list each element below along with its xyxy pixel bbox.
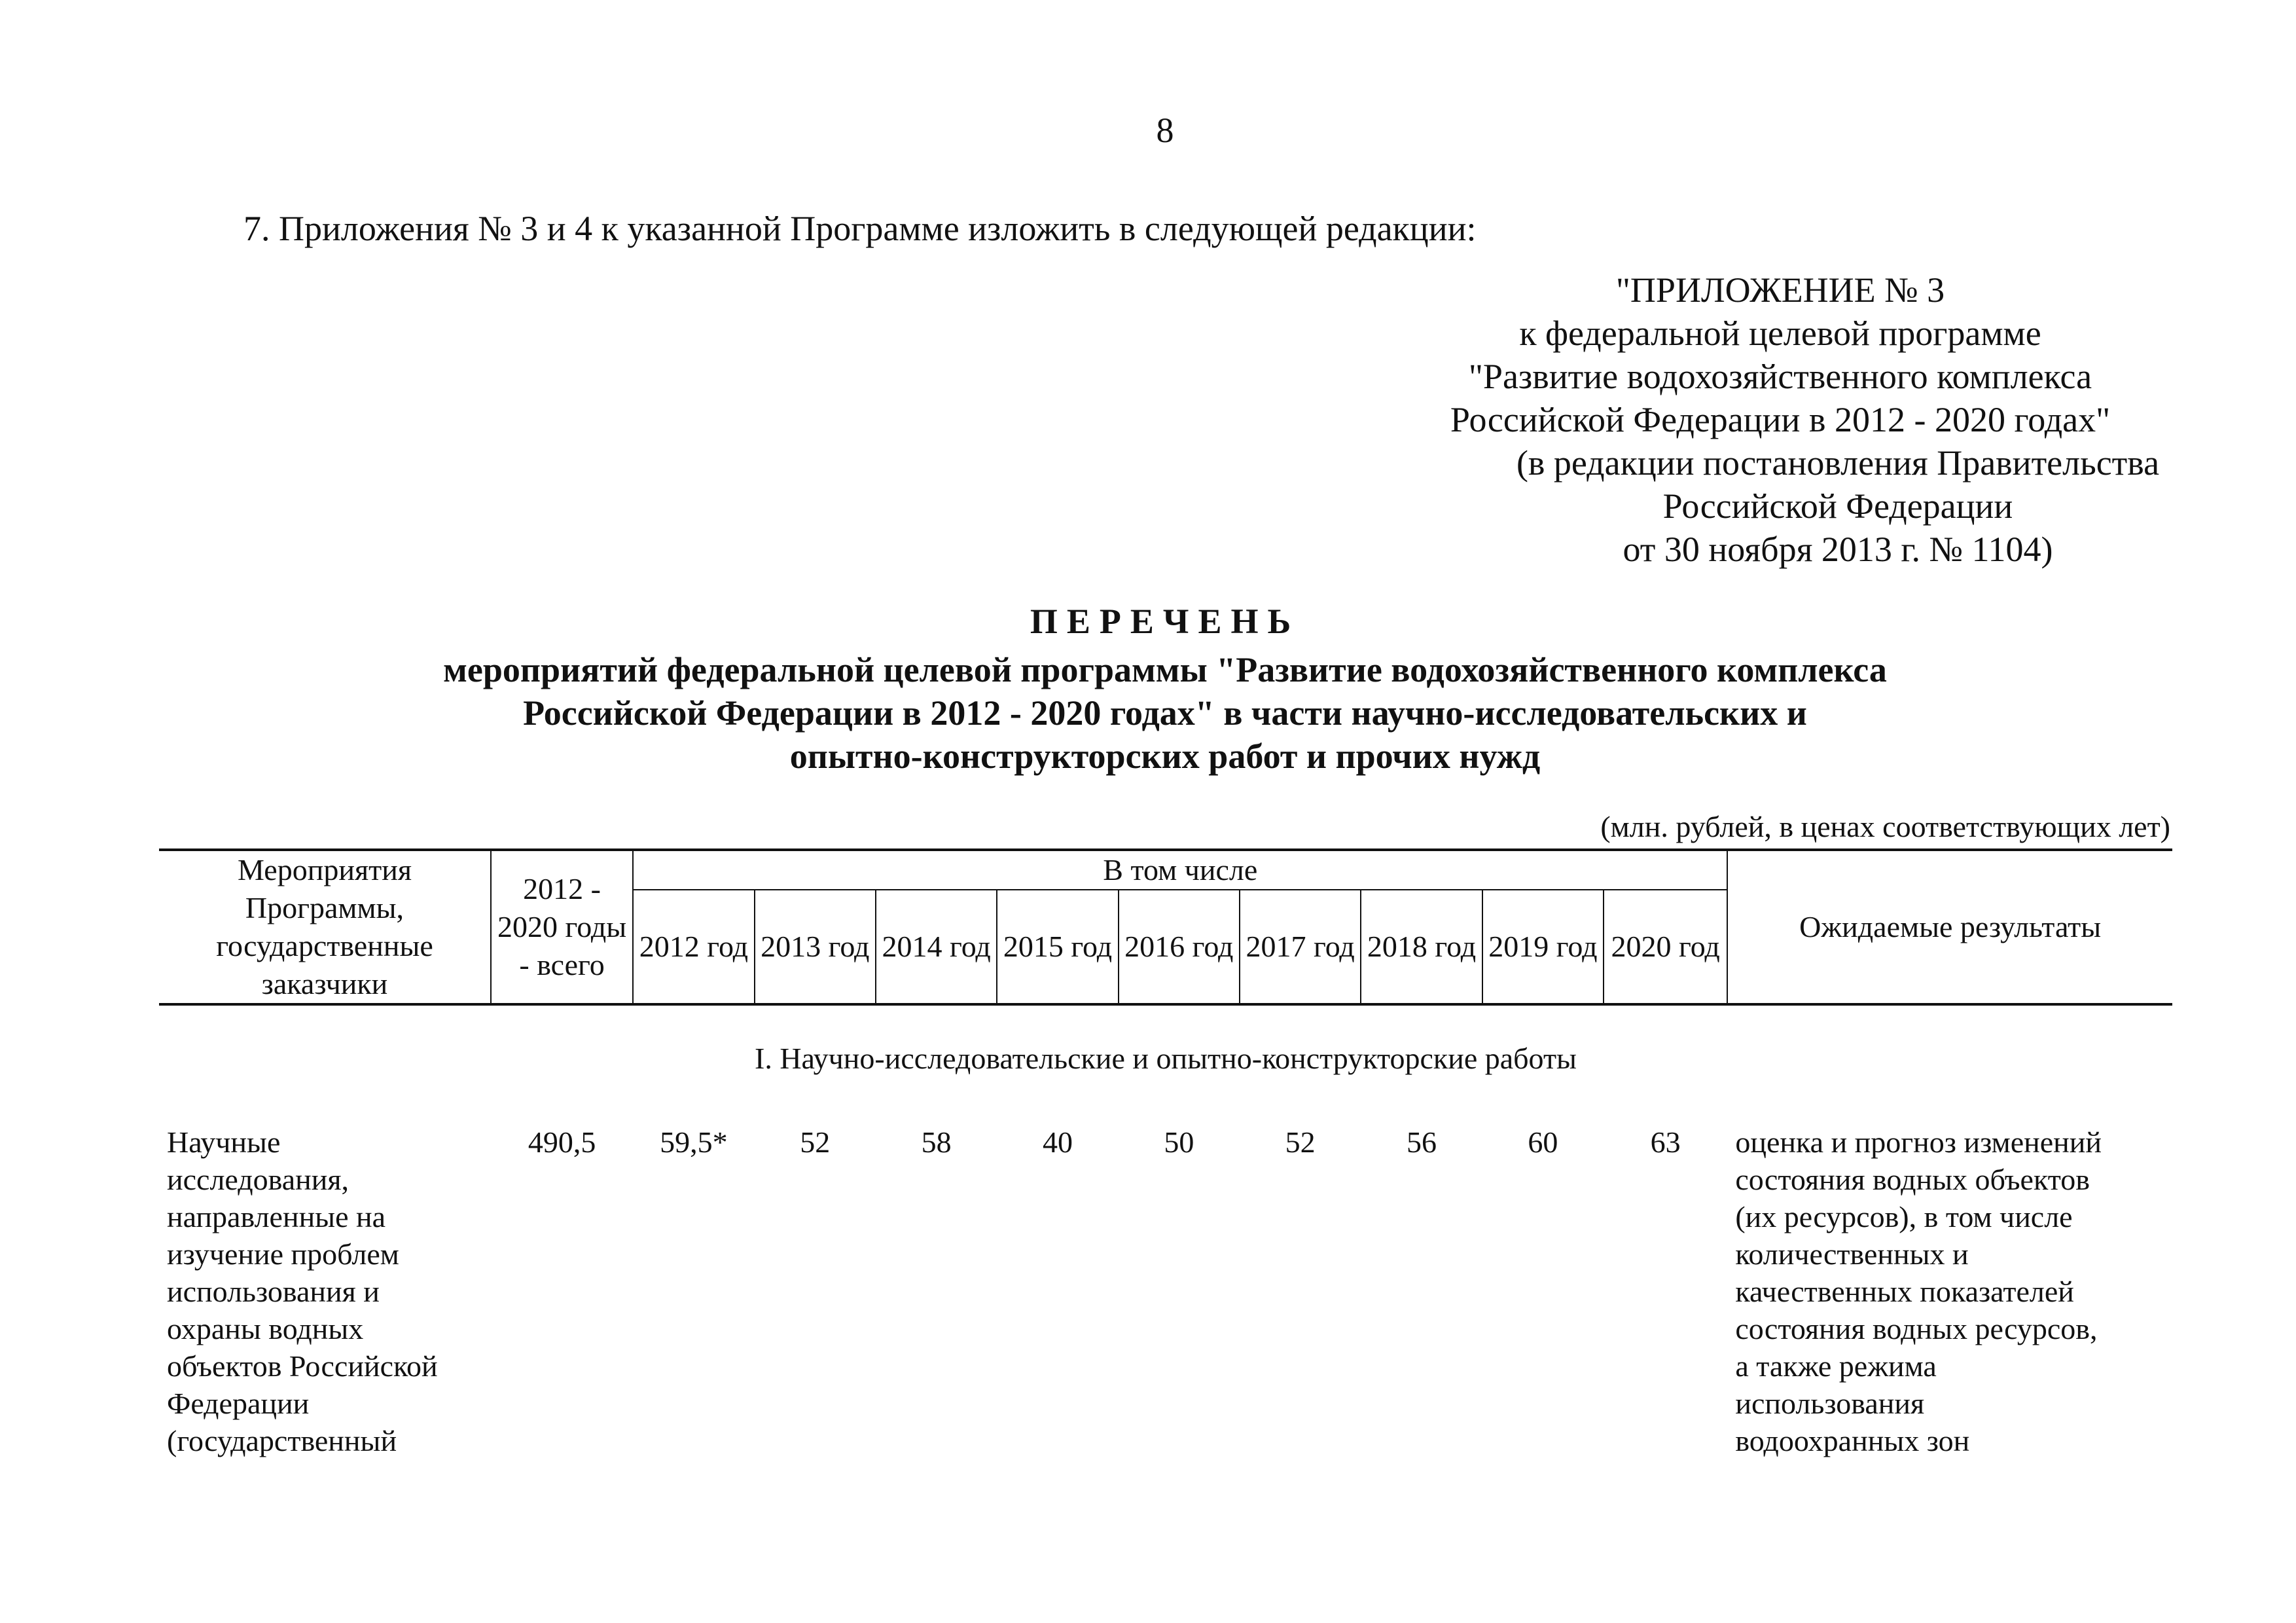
- expected-results-cell: [1727, 1123, 2172, 1459]
- year-value: 60: [1528, 1125, 1558, 1159]
- measure-name-cell: [159, 1123, 491, 1459]
- result-line: оценка и прогноз изменений: [1735, 1125, 2102, 1159]
- instruction-text: 7. Приложения № 3 и 4 к указанной Программе изложить в следующей редакции:: [243, 209, 1477, 248]
- measure-name-line: направленные на: [167, 1200, 386, 1233]
- col-header-year: 2019 год: [1482, 890, 1604, 1004]
- col-header-year: 2014 год: [876, 890, 997, 1004]
- document-heading: ПЕРЕЧЕНЬ: [1030, 602, 1300, 641]
- measure-name-line: охраны водных: [167, 1312, 364, 1345]
- result-line: использования: [1735, 1387, 1925, 1420]
- result-line: водоохранных зон: [1735, 1424, 1970, 1457]
- measure-name-line: использования и: [167, 1275, 380, 1308]
- appendix-line: Российской Федерации: [1662, 486, 2013, 526]
- col-header-year: 2017 год: [1240, 890, 1361, 1004]
- measure-name-line: исследования,: [167, 1163, 350, 1196]
- col-header-results: Ожидаемые результаты: [1727, 850, 2172, 1004]
- measure-name-line: (государственный: [167, 1424, 397, 1457]
- page-number: 8: [1156, 111, 1174, 150]
- col-header-year: 2016 год: [1119, 890, 1240, 1004]
- result-line: количественных и: [1735, 1237, 1969, 1271]
- col-header-including: В том числе: [633, 850, 1727, 890]
- appendix-line: (в редакции постановления Правительства: [1516, 443, 2160, 483]
- appendix-line: "Развитие водохозяйственного комплекса: [1468, 357, 2092, 396]
- result-line: (их ресурсов), в том числе: [1735, 1200, 2073, 1233]
- year-value: 50: [1164, 1125, 1194, 1159]
- measures-table: [159, 848, 2172, 1459]
- year-value: 56: [1407, 1125, 1437, 1159]
- result-line: качественных показателей: [1735, 1275, 2074, 1308]
- appendix-line: к федеральной целевой программе: [1519, 314, 2041, 353]
- measure-name-line: Научные: [167, 1125, 281, 1159]
- result-line: а также режима: [1735, 1349, 1937, 1383]
- year-value: 52: [800, 1125, 831, 1159]
- measure-name-line: изучение проблем: [167, 1237, 399, 1271]
- year-value: 63: [1650, 1125, 1681, 1159]
- appendix-stamp: [1335, 268, 2225, 571]
- col-header-total: 2012 - 2020 годы - всего: [491, 850, 633, 1004]
- measure-name-line: Федерации: [167, 1387, 310, 1420]
- year-value: 59,5*: [660, 1125, 728, 1159]
- appendix-line: "ПРИЛОЖЕНИЕ № 3: [1615, 270, 1945, 310]
- year-value: 58: [921, 1125, 952, 1159]
- appendix-line: Российской Федерации в 2012 - 2020 годах": [1450, 400, 2111, 439]
- col-header-year: 2015 год: [997, 890, 1118, 1004]
- result-line: состояния водных объектов: [1735, 1163, 2090, 1196]
- subheading-line: мероприятий федеральной целевой программы "Развитие водохозяйственного комплекса: [443, 650, 1887, 689]
- measure-name-line: объектов Российской: [167, 1349, 438, 1383]
- appendix-line: от 30 ноября 2013 г. № 1104): [1623, 530, 2053, 569]
- subheading-line: опытно-конструкторских работ и прочих нужд: [789, 737, 1541, 776]
- col-header-measures: Мероприятия Программы, государственные заказчики: [159, 850, 491, 1004]
- total-value: 490,5: [528, 1125, 596, 1159]
- year-value: 40: [1042, 1125, 1073, 1159]
- year-value: 52: [1285, 1125, 1316, 1159]
- units-note: (млн. рублей, в ценах соответствующих лет): [1600, 810, 2170, 843]
- result-line: состояния водных ресурсов,: [1735, 1312, 2098, 1345]
- col-header-year: 2018 год: [1361, 890, 1482, 1004]
- subheading-line: Российской Федерации в 2012 - 2020 годах" в части научно-исследовательских и: [523, 693, 1807, 733]
- section-title: I. Научно-исследовательские и опытно-конструкторские работы: [755, 1042, 1577, 1075]
- document-subheading: [0, 648, 2296, 778]
- col-header-year: 2012 год: [633, 890, 754, 1004]
- table-row: [159, 1123, 2172, 1459]
- col-header-year: 2020 год: [1604, 890, 1727, 1004]
- col-header-year: 2013 год: [755, 890, 876, 1004]
